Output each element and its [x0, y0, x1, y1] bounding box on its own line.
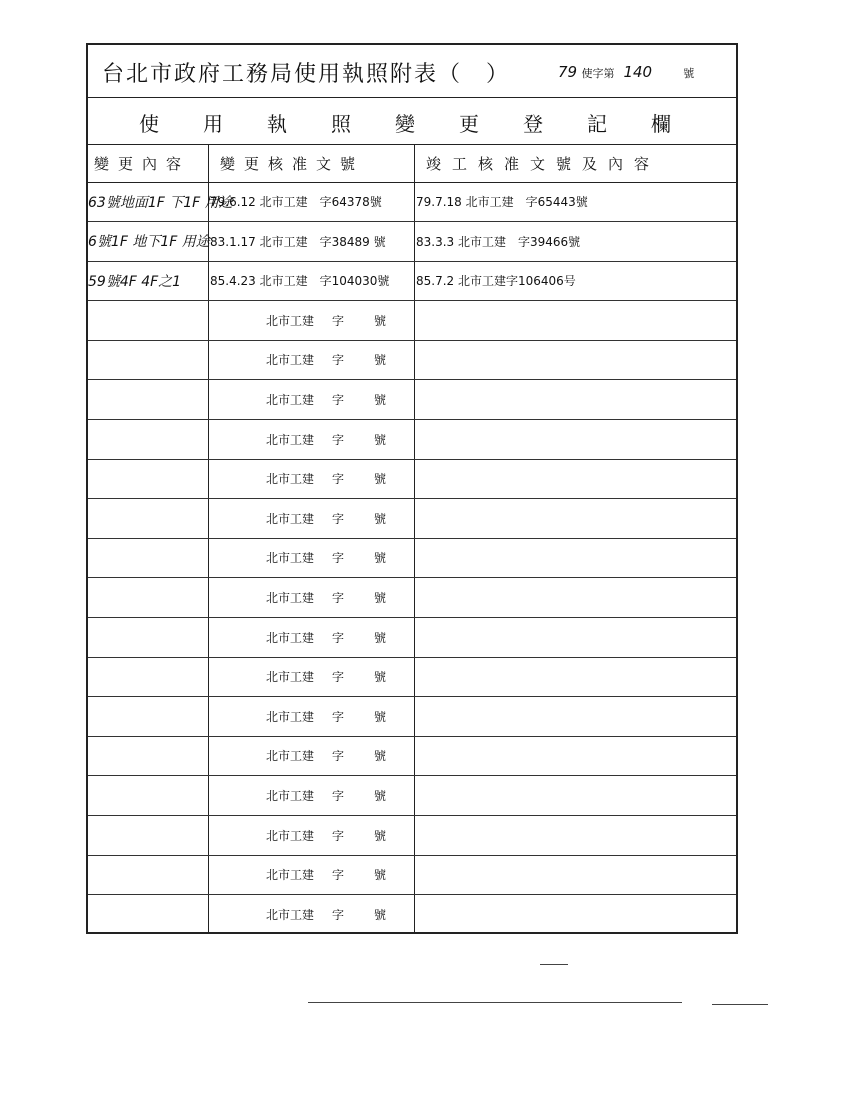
header-completion: 竣工核准文號及內容	[426, 155, 661, 173]
blank-row-label: 北市工建	[266, 472, 315, 487]
blank-row-zi: 字	[332, 472, 345, 487]
blank-row-label: 北市工建	[266, 432, 315, 447]
change-content	[88, 538, 208, 577]
change-approval-number	[210, 499, 414, 538]
completion-approval-number	[416, 895, 738, 934]
scan-artifact-line	[712, 1004, 768, 1005]
completion-approval-number	[416, 618, 738, 657]
blank-row-hao: 號	[374, 749, 387, 764]
change-approval-number	[210, 736, 414, 775]
form-title: 台北市政府工務局使用執照附表（ ）	[102, 62, 511, 87]
blank-row-zi: 字	[332, 511, 345, 526]
change-approval-number	[210, 618, 414, 657]
change-approval-number: 85.4.23 北市工建 字104030號	[210, 274, 390, 289]
blank-record-row	[88, 855, 736, 895]
completion-approval-number	[416, 380, 738, 419]
blank-row-label: 北市工建	[266, 591, 315, 605]
blank-record-row	[88, 301, 736, 341]
completion-approval-number	[416, 340, 738, 379]
blank-row-hao: 號	[374, 868, 387, 883]
completion-approval-number	[416, 855, 738, 894]
change-content: 63號地面1F 下1F 用途	[88, 194, 233, 211]
change-approval-number	[210, 657, 414, 696]
blank-row-zi: 字	[332, 828, 345, 843]
change-approval-number	[210, 776, 414, 815]
change-approval-number	[210, 895, 414, 934]
change-approval-number	[210, 538, 414, 577]
blank-row-hao: 號	[374, 591, 387, 605]
filled-record-row	[88, 182, 736, 222]
blank-row-hao: 號	[374, 353, 387, 368]
blank-row-label: 北市工建	[266, 353, 315, 368]
blank-record-row	[88, 538, 736, 578]
blank-row-label: 北市工建	[266, 313, 315, 328]
change-content	[88, 697, 208, 736]
change-content	[88, 736, 208, 775]
permit-attachment-form	[86, 43, 738, 934]
blank-row-hao: 號	[374, 313, 387, 328]
blank-record-row	[88, 657, 736, 697]
blank-row-label: 北市工建	[266, 709, 315, 724]
change-content: 6號1F 地下1F 用途	[88, 234, 210, 251]
change-content	[88, 499, 208, 538]
blank-row-hao: 號	[374, 670, 387, 685]
change-content	[88, 855, 208, 894]
change-approval-number: 83.1.17 北市工建 字38489 號	[210, 234, 386, 249]
header-content: 變更內容	[94, 155, 191, 173]
blank-row-zi: 字	[332, 789, 345, 803]
blank-record-row	[88, 380, 736, 420]
completion-approval-number	[416, 420, 738, 459]
change-approval-number	[210, 855, 414, 894]
blank-record-row	[88, 816, 736, 856]
blank-row-zi: 字	[332, 907, 345, 922]
completion-approval-number	[416, 816, 738, 855]
section-title: 使用執照變更登記欄	[139, 112, 715, 136]
blank-row-zi: 字	[332, 591, 345, 605]
blank-row-hao: 號	[374, 907, 387, 922]
blank-row-hao: 號	[374, 828, 387, 843]
permit-number-area	[558, 63, 694, 81]
completion-approval-number	[416, 776, 738, 815]
completion-approval-number	[416, 301, 738, 340]
change-approval-number	[210, 420, 414, 459]
completion-approval-number	[416, 736, 738, 775]
completion-approval-number	[416, 538, 738, 577]
blank-record-row	[88, 340, 736, 380]
blank-row-zi: 字	[332, 393, 345, 407]
blank-row-hao: 號	[374, 393, 387, 407]
title-row	[88, 45, 736, 98]
scan-artifact-line	[540, 964, 568, 965]
change-content	[88, 459, 208, 498]
blank-row-label: 北市工建	[266, 828, 315, 843]
blank-row-hao: 號	[374, 511, 387, 526]
permit-year: 79	[558, 63, 578, 81]
section-row	[88, 97, 736, 145]
change-content	[88, 816, 208, 855]
blank-record-row	[88, 578, 736, 618]
blank-row-label: 北市工建	[266, 511, 315, 526]
change-content	[88, 340, 208, 379]
blank-row-zi: 字	[332, 749, 345, 764]
blank-row-label: 北市工建	[266, 868, 315, 883]
completion-approval-number: 79.7.18 北市工建 字65443號	[416, 195, 588, 209]
blank-row-zi: 字	[332, 432, 345, 447]
blank-record-row	[88, 895, 736, 934]
change-approval-number	[210, 380, 414, 419]
blank-row-label: 北市工建	[266, 789, 315, 803]
change-approval-number	[210, 697, 414, 736]
blank-row-label: 北市工建	[266, 749, 315, 764]
blank-record-row	[88, 618, 736, 658]
blank-row-hao: 號	[374, 789, 387, 803]
blank-record-row	[88, 499, 736, 539]
change-approval-number	[210, 340, 414, 379]
header-approval: 變更核准文號	[220, 155, 365, 173]
blank-row-label: 北市工建	[266, 630, 315, 645]
completion-approval-number	[416, 578, 738, 617]
blank-row-label: 北市工建	[266, 670, 315, 685]
blank-record-row	[88, 776, 736, 816]
change-approval-number	[210, 578, 414, 617]
completion-approval-number: 85.7.2 北市工建字106406号	[416, 274, 576, 289]
blank-row-label: 北市工建	[266, 393, 315, 407]
blank-row-hao: 號	[374, 630, 387, 645]
change-content	[88, 301, 208, 340]
change-content: 59號4F 4F之1	[88, 273, 182, 290]
blank-row-zi: 字	[332, 353, 345, 368]
blank-row-label: 北市工建	[266, 907, 315, 922]
completion-approval-number: 83.3.3 北市工建 字39466號	[416, 234, 581, 249]
blank-row-zi: 字	[332, 709, 345, 724]
change-content	[88, 895, 208, 934]
blank-record-row	[88, 736, 736, 776]
change-content	[88, 776, 208, 815]
blank-row-hao: 號	[374, 709, 387, 724]
change-content	[88, 618, 208, 657]
filled-record-row	[88, 261, 736, 301]
header-row	[88, 144, 736, 183]
completion-approval-number	[416, 697, 738, 736]
change-content	[88, 420, 208, 459]
change-content	[88, 657, 208, 696]
change-approval-number	[210, 459, 414, 498]
change-approval-number	[210, 301, 414, 340]
blank-record-row	[88, 420, 736, 460]
scan-artifact-line	[308, 1002, 682, 1003]
blank-row-zi: 字	[332, 630, 345, 645]
completion-approval-number	[416, 459, 738, 498]
change-approval-number	[210, 816, 414, 855]
blank-row-zi: 字	[332, 551, 345, 566]
permit-prefix: 使字第	[581, 67, 615, 80]
blank-row-label: 北市工建	[266, 551, 315, 566]
completion-approval-number	[416, 499, 738, 538]
blank-row-hao: 號	[374, 472, 387, 487]
permit-number: 140	[623, 63, 653, 81]
filled-record-row	[88, 222, 736, 262]
blank-row-zi: 字	[332, 670, 345, 685]
blank-row-zi: 字	[332, 313, 345, 328]
blank-record-row	[88, 697, 736, 737]
blank-row-zi: 字	[332, 868, 345, 883]
change-approval-number: 79.6.12 北市工建 字64378號	[210, 195, 382, 209]
blank-row-hao: 號	[374, 432, 387, 447]
blank-record-row	[88, 459, 736, 499]
blank-row-hao: 號	[374, 551, 387, 566]
change-content	[88, 578, 208, 617]
permit-suffix: 號	[683, 67, 695, 80]
change-content	[88, 380, 208, 419]
completion-approval-number	[416, 657, 738, 696]
